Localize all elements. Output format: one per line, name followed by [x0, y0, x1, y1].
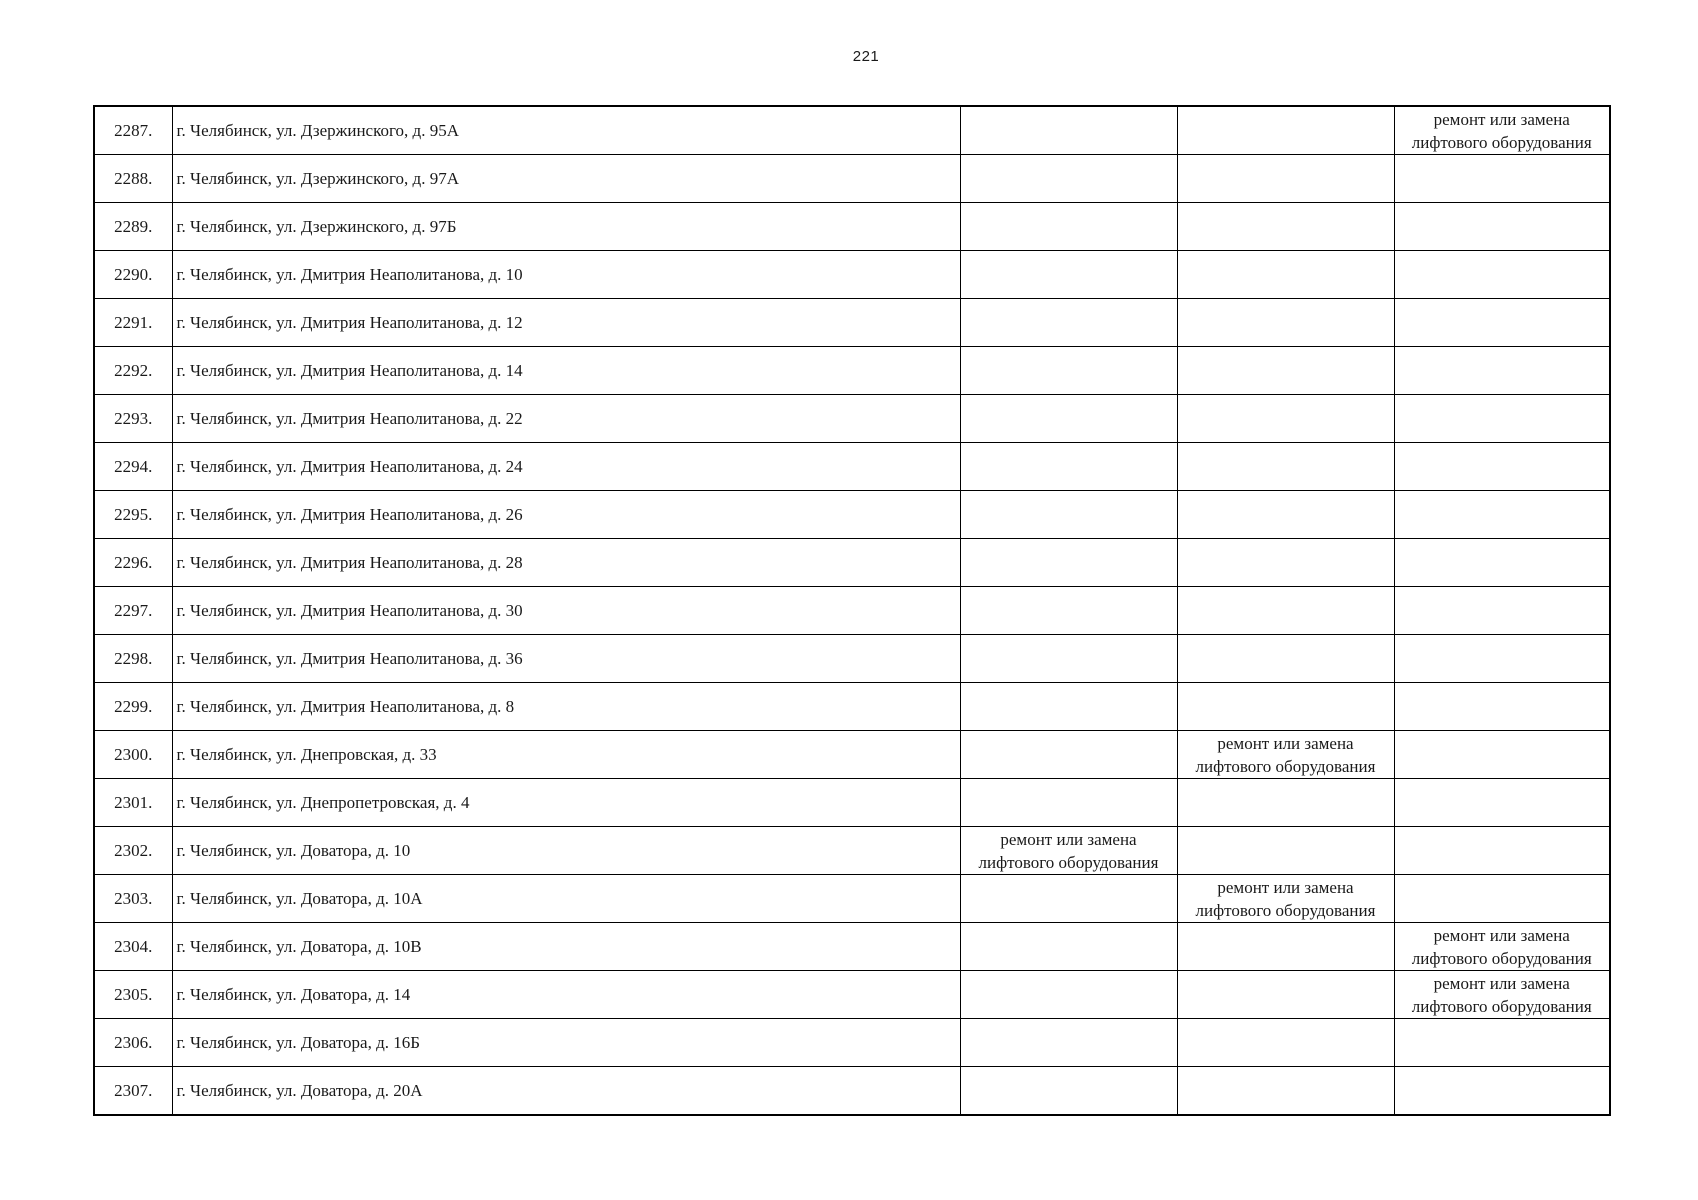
table-row [94, 1019, 1610, 1067]
table-row [94, 443, 1610, 491]
work-period-2-cell [1177, 347, 1394, 395]
work-period-2-cell [1177, 491, 1394, 539]
table-row [94, 683, 1610, 731]
table-row [94, 971, 1610, 1019]
work-period-1-cell [960, 539, 1177, 587]
work-period-2-cell [1177, 395, 1394, 443]
work-period-2-cell [1177, 203, 1394, 251]
work-period-2-cell [1177, 923, 1394, 971]
work-period-2-cell [1177, 683, 1394, 731]
address-cell: г. Челябинск, ул. Днепровская, д. 33 [172, 731, 960, 779]
address-cell: г. Челябинск, ул. Дмитрия Неаполитанова, д. 12 [172, 299, 960, 347]
work-period-3-cell [1394, 203, 1610, 251]
work-period-3-cell [1394, 347, 1610, 395]
work-period-3-cell [1394, 923, 1610, 971]
address-cell: г. Челябинск, ул. Дмитрия Неаполитанова, д. 30 [172, 587, 960, 635]
work-period-3-cell [1394, 1067, 1610, 1116]
table-row [94, 203, 1610, 251]
table-row [94, 731, 1610, 779]
row-number-cell: 2291. [94, 299, 172, 347]
work-period-1-cell [960, 923, 1177, 971]
work-period-3-cell [1394, 683, 1610, 731]
row-number-cell: 2300. [94, 731, 172, 779]
work-period-3-cell [1394, 971, 1610, 1019]
work-period-1-cell [960, 203, 1177, 251]
work-period-3-cell [1394, 251, 1610, 299]
work-period-2-cell [1177, 635, 1394, 683]
work-period-1-cell [960, 827, 1177, 875]
work-period-1-cell [960, 106, 1177, 155]
work-period-3-cell [1394, 155, 1610, 203]
work-type-text: ремонт или замена [1433, 109, 1570, 129]
row-number-cell: 2292. [94, 347, 172, 395]
address-cell: г. Челябинск, ул. Дзержинского, д. 95А [172, 106, 960, 155]
page-number: 221 [852, 48, 880, 65]
row-number-cell: 2297. [94, 587, 172, 635]
work-period-1-cell [960, 587, 1177, 635]
work-period-2-cell [1177, 587, 1394, 635]
address-cell: г. Челябинск, ул. Доватора, д. 10 [172, 827, 960, 875]
address-cell: г. Челябинск, ул. Днепропетровская, д. 4 [172, 779, 960, 827]
work-period-1-cell [960, 635, 1177, 683]
address-cell: г. Челябинск, ул. Дмитрия Неаполитанова, д. 10 [172, 251, 960, 299]
address-cell: г. Челябинск, ул. Дзержинского, д. 97А [172, 155, 960, 203]
address-cell: г. Челябинск, ул. Дмитрия Неаполитанова, д. 14 [172, 347, 960, 395]
row-number-cell: 2303. [94, 875, 172, 923]
work-period-3-cell [1394, 443, 1610, 491]
work-period-2-cell [1177, 299, 1394, 347]
table-row [94, 923, 1610, 971]
building-registry-table [93, 105, 1611, 1116]
address-cell: г. Челябинск, ул. Дмитрия Неаполитанова, д. 8 [172, 683, 960, 731]
work-period-1-cell [960, 779, 1177, 827]
work-period-1-cell [960, 347, 1177, 395]
row-number-cell: 2307. [94, 1067, 172, 1116]
work-period-3-cell [1394, 1019, 1610, 1067]
row-number-cell: 2295. [94, 491, 172, 539]
address-cell: г. Челябинск, ул. Доватора, д. 10В [172, 923, 960, 971]
work-period-2-cell [1177, 971, 1394, 1019]
work-period-3-cell [1394, 587, 1610, 635]
address-cell: г. Челябинск, ул. Дзержинского, д. 97Б [172, 203, 960, 251]
row-number-cell: 2290. [94, 251, 172, 299]
table-row [94, 155, 1610, 203]
work-period-3-cell [1394, 635, 1610, 683]
address-cell: г. Челябинск, ул. Доватора, д. 14 [172, 971, 960, 1019]
address-cell: г. Челябинск, ул. Дмитрия Неаполитанова, д. 22 [172, 395, 960, 443]
work-type-text: ремонт или замена [1433, 925, 1570, 945]
row-number-cell: 2287. [94, 106, 172, 155]
table-row [94, 875, 1610, 923]
work-period-3-cell [1394, 827, 1610, 875]
row-number-cell: 2302. [94, 827, 172, 875]
table-row [94, 491, 1610, 539]
work-period-2-cell [1177, 779, 1394, 827]
work-period-1-cell [960, 251, 1177, 299]
row-number-cell: 2304. [94, 923, 172, 971]
work-period-1-cell [960, 731, 1177, 779]
work-period-2-cell [1177, 539, 1394, 587]
work-period-3-cell [1394, 779, 1610, 827]
work-period-3-cell [1394, 106, 1610, 155]
work-period-2-cell [1177, 1067, 1394, 1116]
row-number-cell: 2306. [94, 1019, 172, 1067]
work-period-2-cell [1177, 731, 1394, 779]
work-period-1-cell [960, 971, 1177, 1019]
work-period-1-cell [960, 1019, 1177, 1067]
work-period-1-cell [960, 299, 1177, 347]
work-period-3-cell [1394, 539, 1610, 587]
table-row [94, 1067, 1610, 1116]
work-period-1-cell [960, 443, 1177, 491]
work-type-text: лифтового оборудования [1411, 948, 1592, 968]
work-period-2-cell [1177, 106, 1394, 155]
work-period-1-cell [960, 1067, 1177, 1116]
work-type-text: ремонт или замена [1217, 733, 1354, 753]
work-period-2-cell [1177, 875, 1394, 923]
work-period-2-cell [1177, 251, 1394, 299]
row-number-cell: 2301. [94, 779, 172, 827]
work-period-1-cell [960, 155, 1177, 203]
work-type-text: лифтового оборудования [1411, 132, 1592, 152]
row-number-cell: 2293. [94, 395, 172, 443]
work-period-3-cell [1394, 491, 1610, 539]
row-number-cell: 2288. [94, 155, 172, 203]
work-period-2-cell [1177, 443, 1394, 491]
work-type-text: ремонт или замена [1217, 877, 1354, 897]
table-row [94, 395, 1610, 443]
address-cell: г. Челябинск, ул. Доватора, д. 16Б [172, 1019, 960, 1067]
work-type-text: лифтового оборудования [978, 852, 1159, 872]
row-number-cell: 2294. [94, 443, 172, 491]
row-number-cell: 2296. [94, 539, 172, 587]
work-period-2-cell [1177, 155, 1394, 203]
registry-table-body [94, 106, 1610, 1115]
address-cell: г. Челябинск, ул. Дмитрия Неаполитанова, д. 28 [172, 539, 960, 587]
table-row [94, 299, 1610, 347]
table-row [94, 827, 1610, 875]
address-cell: г. Челябинск, ул. Дмитрия Неаполитанова, д. 24 [172, 443, 960, 491]
table-row [94, 251, 1610, 299]
address-cell: г. Челябинск, ул. Доватора, д. 10А [172, 875, 960, 923]
table-row [94, 779, 1610, 827]
row-number-cell: 2299. [94, 683, 172, 731]
table-row [94, 539, 1610, 587]
work-type-text: лифтового оборудования [1411, 996, 1592, 1016]
work-period-3-cell [1394, 731, 1610, 779]
work-type-text: ремонт или замена [1000, 829, 1137, 849]
table-row [94, 347, 1610, 395]
address-cell: г. Челябинск, ул. Доватора, д. 20А [172, 1067, 960, 1116]
table-row [94, 106, 1610, 155]
work-period-3-cell [1394, 299, 1610, 347]
row-number-cell: 2289. [94, 203, 172, 251]
work-period-2-cell [1177, 827, 1394, 875]
address-cell: г. Челябинск, ул. Дмитрия Неаполитанова, д. 36 [172, 635, 960, 683]
table-row [94, 635, 1610, 683]
row-number-cell: 2298. [94, 635, 172, 683]
work-period-1-cell [960, 491, 1177, 539]
work-period-1-cell [960, 875, 1177, 923]
work-period-1-cell [960, 683, 1177, 731]
work-period-1-cell [960, 395, 1177, 443]
work-type-text: лифтового оборудования [1195, 900, 1376, 920]
table-row [94, 587, 1610, 635]
work-period-3-cell [1394, 395, 1610, 443]
address-cell: г. Челябинск, ул. Дмитрия Неаполитанова, д. 26 [172, 491, 960, 539]
work-type-text: ремонт или замена [1433, 973, 1570, 993]
work-type-text: лифтового оборудования [1195, 756, 1376, 776]
work-period-3-cell [1394, 875, 1610, 923]
row-number-cell: 2305. [94, 971, 172, 1019]
work-period-2-cell [1177, 1019, 1394, 1067]
